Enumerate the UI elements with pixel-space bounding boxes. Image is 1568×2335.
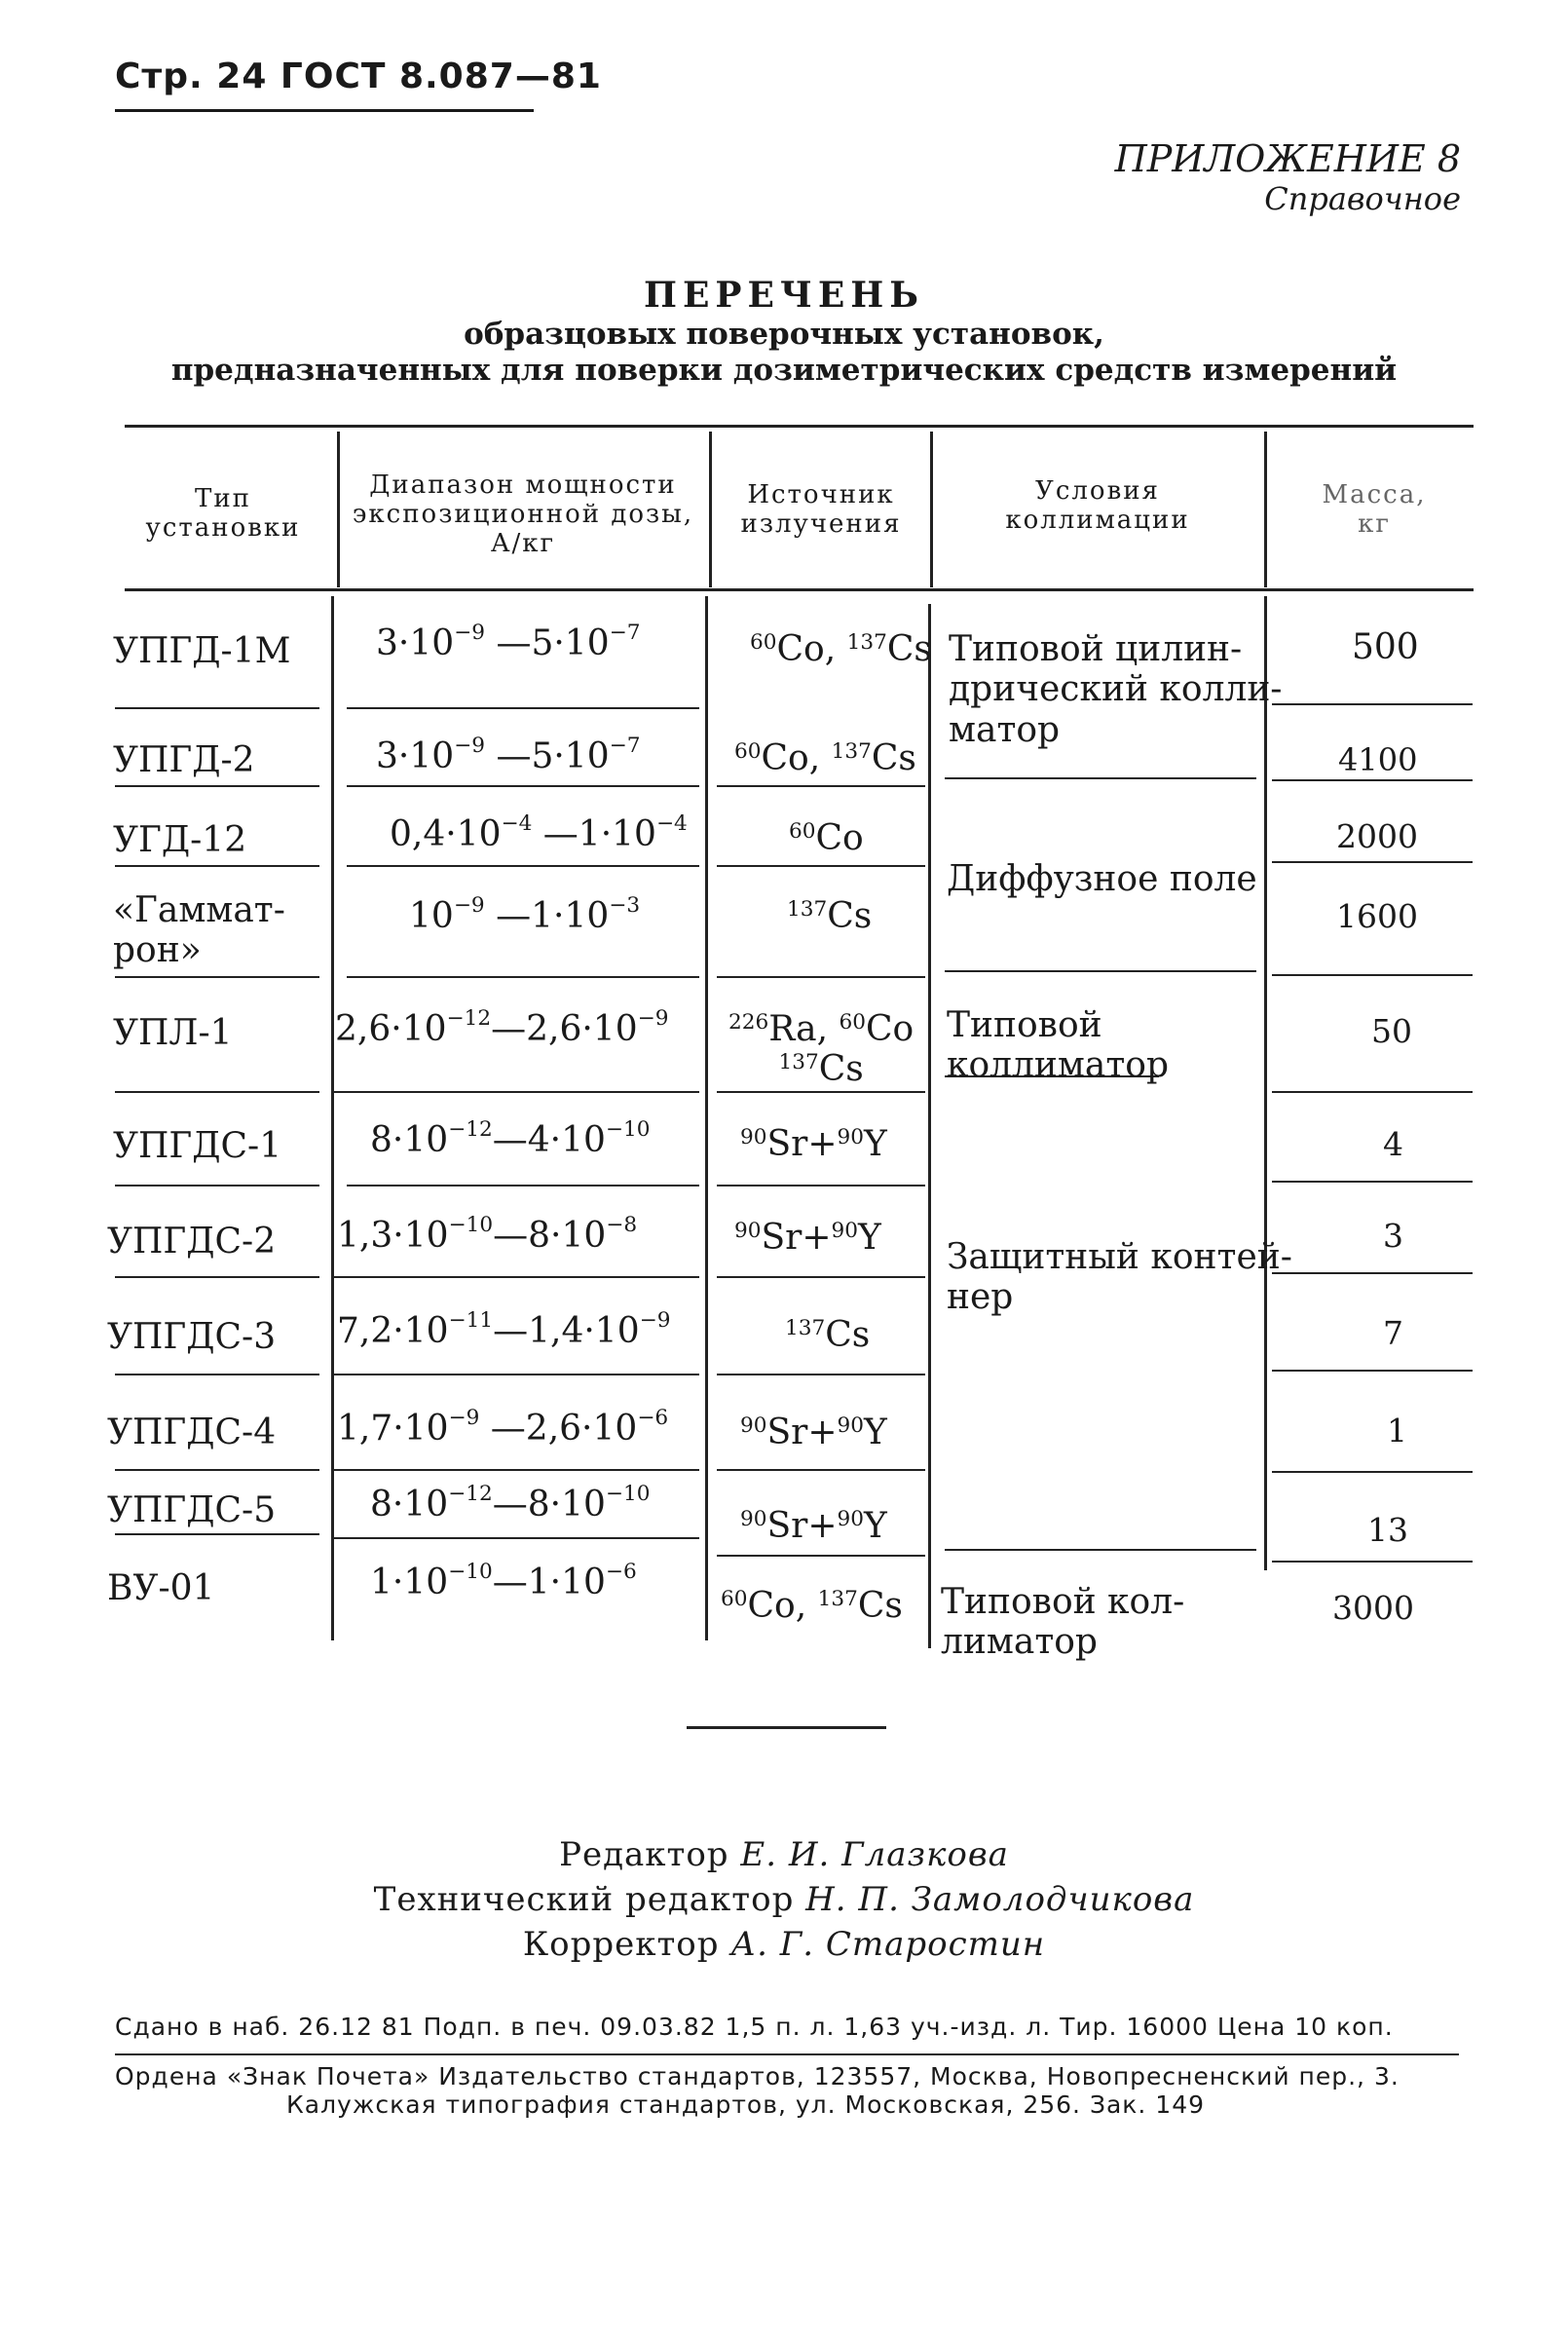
- row-rule: [331, 1374, 699, 1375]
- row-rule: [717, 865, 925, 867]
- corrector-line: Корректор А. Г. Старостин: [522, 1924, 1046, 1964]
- row-rule: [115, 1374, 319, 1375]
- row-source: $^{60}$Co, $^{137}$Cs: [750, 629, 932, 669]
- header-mass-line: Масса,: [1322, 480, 1427, 509]
- row-type-line: рон»: [113, 930, 202, 971]
- row-rule: [347, 785, 699, 787]
- col-divider: [709, 432, 712, 587]
- row-type: УПГД-1М: [113, 631, 291, 671]
- row-mass: 500: [1352, 627, 1419, 667]
- row-range: $8\cdot 10^{-12}—8\cdot 10^{-10}$: [370, 1481, 651, 1525]
- imprint-rule: [115, 2053, 1459, 2055]
- row-rule: [1272, 1181, 1473, 1183]
- row-range: $3\cdot 10^{-9}$ $—5\cdot 10^{-7}$: [376, 733, 641, 776]
- row-source: $^{90}$Sr+$^{90}$Y: [740, 1124, 887, 1164]
- row-rule: [1272, 703, 1473, 705]
- header-source-line: излучения: [740, 508, 902, 539]
- row-rule: [347, 707, 699, 709]
- section-separator: [687, 1726, 886, 1729]
- row-rule: [717, 1091, 925, 1093]
- collimation-group: [947, 859, 1257, 899]
- row-rule: [717, 1469, 925, 1471]
- row-mass: 2000: [1336, 817, 1418, 855]
- row-type: [113, 890, 285, 971]
- row-range: $7,2\cdot 10^{-11}—1,4\cdot 10^{-9}$: [337, 1307, 671, 1351]
- row-rule: [1272, 1272, 1473, 1274]
- col-divider: [705, 596, 708, 1640]
- collimation-line: Типовой: [947, 1005, 1102, 1045]
- table-top-rule: [125, 425, 1474, 428]
- row-rule: [1272, 1471, 1473, 1473]
- row-rule: [115, 785, 319, 787]
- row-range: $1\cdot 10^{-10}—1\cdot 10^{-6}$: [370, 1559, 637, 1602]
- row-rule: [331, 1537, 699, 1539]
- header-range-line: А/кг: [490, 528, 556, 558]
- appendix-type: Справочное: [1264, 179, 1461, 217]
- table-header-rule: [125, 588, 1474, 591]
- row-rule: [1272, 1370, 1473, 1372]
- col-divider: [1264, 432, 1267, 587]
- header-source: [713, 481, 929, 540]
- row-rule: [717, 976, 925, 978]
- row-type: УПЛ-1: [113, 1013, 233, 1053]
- row-type-line: «Гаммат-: [113, 890, 285, 930]
- imprint-line-2: Ордена «Знак Почета» Издательство стандартов, 123557, Москва, Новопресненский пер., 3.: [115, 2062, 1400, 2090]
- row-rule: [1272, 1561, 1473, 1563]
- row-range: $0,4\cdot 10^{-4}$ $—1\cdot 10^{-4}$: [390, 810, 688, 854]
- row-source: $^{60}$Co, $^{137}$Cs: [734, 738, 916, 778]
- row-rule: [717, 1374, 925, 1375]
- collimation-group: [947, 1237, 1292, 1318]
- row-rule: [115, 707, 319, 709]
- header-rule: [115, 109, 534, 112]
- row-rule: [1272, 779, 1473, 781]
- tech-editor-line: Технический редактор Н. П. Замолодчикова: [373, 1879, 1195, 1919]
- row-rule: [347, 865, 699, 867]
- row-type: УПГДС-4: [107, 1412, 277, 1452]
- row-rule: [717, 1185, 925, 1186]
- row-mass: 4: [1383, 1125, 1403, 1163]
- row-type: УПГДС-1: [113, 1126, 282, 1166]
- imprint-line-1: Сдано в наб. 26.12 81 Подп. в печ. 09.03.82 1,5 п. л. 1,63 уч.-изд. л. Тир. 16000 Цена 10 коп.: [115, 2013, 1394, 2041]
- collimation-line: Типовой цилин-: [949, 629, 1243, 669]
- header-collimation-line: коллимации: [1005, 505, 1190, 535]
- staff-credits: [0, 1833, 1568, 1968]
- row-mass: 3: [1383, 1217, 1403, 1255]
- col-divider: [331, 596, 334, 1640]
- row-source: $^{90}$Sr+$^{90}$Y: [734, 1218, 881, 1258]
- row-rule: [1272, 974, 1473, 976]
- row-rule: [717, 1276, 925, 1278]
- imprint-line-3: Калужская типография стандартов, ул. Московская, 256. Зак. 149: [286, 2090, 1206, 2119]
- row-source: $^{60}$Co, $^{137}$Cs: [721, 1586, 903, 1626]
- row-source: $^{226}$Ra, $^{60}$Co $^{137}$Cs: [728, 1009, 915, 1090]
- row-range: $10^{-9}$ $—1\cdot 10^{-3}$: [409, 892, 641, 936]
- row-range: $8\cdot 10^{-12}—4\cdot 10^{-10}$: [370, 1116, 651, 1160]
- header-range-line: Диапазон мощности: [369, 471, 677, 500]
- row-rule: [945, 970, 1256, 972]
- row-type: УПГД-2: [113, 740, 255, 780]
- collimation-group: [941, 1582, 1184, 1663]
- row-rule: [115, 1091, 319, 1093]
- header-type: Тип установки: [145, 484, 301, 543]
- row-source: $^{90}$Sr+$^{90}$Y: [740, 1506, 887, 1546]
- collimation-group: [949, 629, 1282, 750]
- collimation-line: Защитный контей-: [947, 1237, 1292, 1277]
- row-rule: [331, 1091, 699, 1093]
- header-range: [341, 471, 705, 559]
- row-rule: [945, 1549, 1256, 1551]
- row-rule: [717, 1555, 925, 1557]
- row-rule: [347, 1185, 699, 1186]
- appendix-block: [1115, 138, 1461, 216]
- editor-line: Редактор Е. И. Глазкова: [559, 1835, 1009, 1874]
- title-line-2: предназначенных для поверки дозиметрических средств измерений: [170, 353, 1398, 389]
- header-collimation: [933, 477, 1262, 536]
- row-range: $3\cdot 10^{-9}$ $—5\cdot 10^{-7}$: [376, 620, 641, 663]
- col-divider: [928, 604, 931, 1648]
- page-header: Стр. 24 ГОСТ 8.087—81: [115, 56, 602, 96]
- collimation-line: Диффузное поле: [947, 859, 1257, 899]
- row-mass: 13: [1367, 1511, 1408, 1549]
- row-rule: [115, 1185, 319, 1186]
- row-rule: [115, 1533, 319, 1535]
- row-mass: 1: [1387, 1412, 1407, 1450]
- row-rule: [717, 785, 925, 787]
- row-type: УПГДС-5: [107, 1490, 277, 1530]
- row-source: $^{137}$Cs: [785, 1315, 871, 1355]
- collimation-line: Типовой кол-: [941, 1582, 1185, 1622]
- row-type: УПГДС-2: [107, 1222, 277, 1262]
- row-rule: [115, 1276, 319, 1278]
- row-rule: [1272, 1091, 1473, 1093]
- row-rule: [115, 976, 319, 978]
- row-rule: [115, 865, 319, 867]
- collimation-line: дрический колли-: [949, 669, 1283, 710]
- collimation-line: коллиматор: [947, 1045, 1170, 1086]
- collimation-line: матор: [949, 709, 1061, 750]
- row-range: $2,6\cdot 10^{-12}—2,6\cdot 10^{-9}$: [335, 1005, 669, 1049]
- header-mass-line: кг: [1358, 508, 1391, 539]
- header-source-line: Источник: [747, 480, 895, 509]
- row-mass: 7: [1383, 1314, 1403, 1352]
- header-range-line: экспозиционной дозы,: [352, 499, 694, 529]
- header-mass: [1268, 481, 1480, 540]
- title-main: ПЕРЕЧЕНЬ: [644, 275, 924, 316]
- imprint-block: [115, 2063, 1400, 2120]
- collimation-line: лиматор: [941, 1622, 1098, 1663]
- row-range: $1,7\cdot 10^{-9}$ $—2,6\cdot 10^{-6}$: [337, 1405, 669, 1449]
- document-title: [0, 275, 1568, 390]
- row-source: $^{60}$Co: [789, 818, 864, 858]
- row-source: $^{137}$Cs: [787, 896, 873, 936]
- row-rule: [331, 1276, 699, 1278]
- row-rule: [945, 777, 1256, 779]
- row-mass: 3000: [1332, 1589, 1414, 1627]
- title-line-1: образцовых поверочных установок,: [464, 317, 1104, 353]
- row-rule: [347, 976, 699, 978]
- row-source: $^{90}$Sr+$^{90}$Y: [740, 1412, 887, 1452]
- row-type: УПГДС-3: [107, 1317, 277, 1357]
- collimation-line: нер: [947, 1277, 1014, 1318]
- col-divider: [337, 432, 340, 587]
- row-rule: [331, 1469, 699, 1471]
- row-mass: 1600: [1336, 897, 1418, 935]
- row-type: ВУ-01: [107, 1568, 215, 1608]
- row-rule: [1272, 861, 1473, 863]
- row-mass: 50: [1371, 1012, 1412, 1050]
- row-type: УГД-12: [113, 820, 247, 860]
- row-mass: 4100: [1338, 741, 1418, 778]
- header-collimation-line: Условия: [1035, 476, 1160, 506]
- appendix-label: ПРИЛОЖЕНИЕ 8: [1114, 137, 1461, 180]
- row-rule: [115, 1469, 319, 1471]
- row-range: $1,3\cdot 10^{-10}—8\cdot 10^{-8}$: [337, 1212, 638, 1256]
- collimation-group: [947, 1005, 1169, 1086]
